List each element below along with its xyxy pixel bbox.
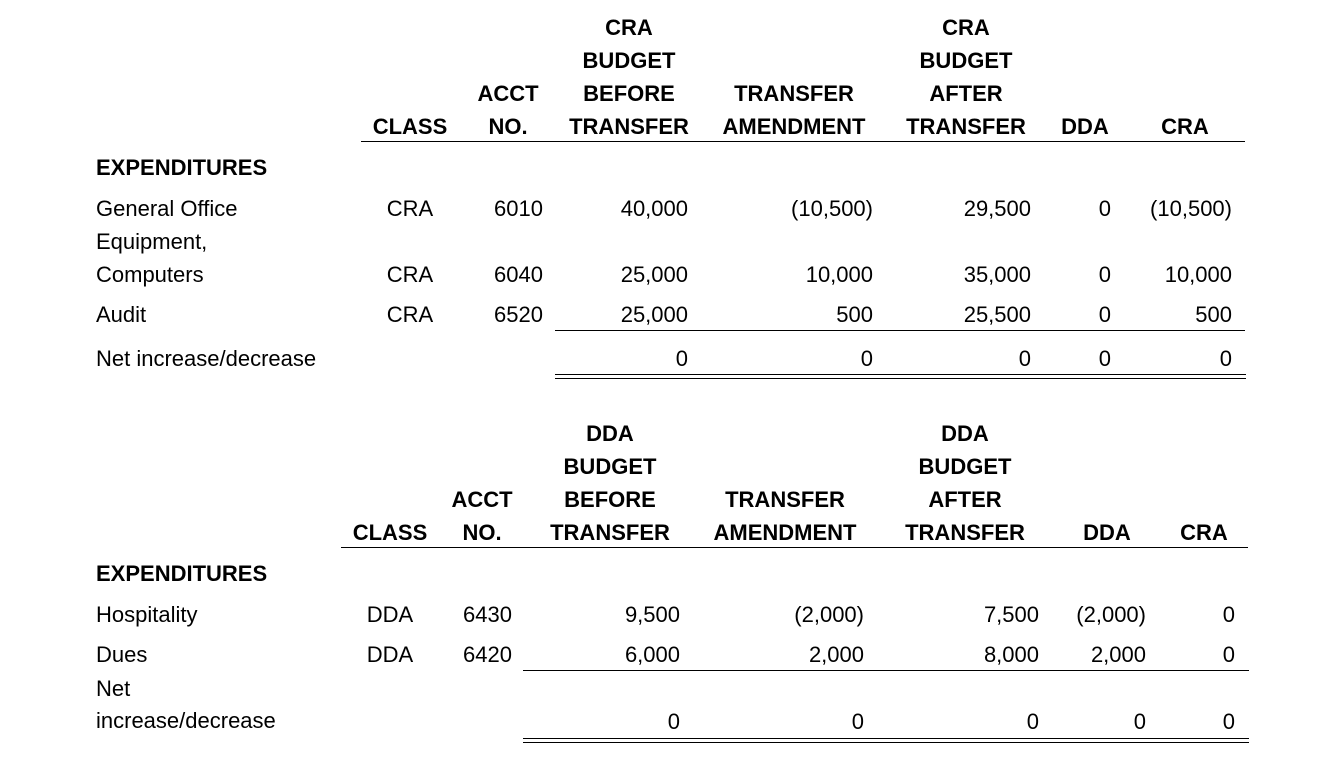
cell-class: CRA (386, 262, 434, 287)
cell-dda: (2,000) (1076, 602, 1146, 627)
cell-class: DDA (366, 642, 414, 667)
cell-dda: 0 (1098, 302, 1111, 327)
section-title: EXPENDITURES (96, 561, 268, 586)
total-cra: 0 (1219, 346, 1232, 371)
cell-cra: 0 (1222, 642, 1235, 667)
subtotal-rule (523, 670, 1249, 671)
cell-cra: (10,500) (1150, 196, 1232, 221)
total-amendment: 0 (851, 709, 864, 734)
header-budget-after: DDA BUDGET AFTER TRANSFER (905, 421, 1025, 545)
cell-after: 29,500 (963, 196, 1031, 221)
cell-before: 25,000 (620, 262, 688, 287)
header-cra: CRA (1180, 520, 1228, 545)
cell-after: 25,500 (963, 302, 1031, 327)
header-transfer-amendment: TRANSFER AMENDMENT (713, 487, 857, 545)
row-label: Computers (96, 262, 204, 287)
header-acct-no: ACCT NO. (477, 81, 539, 139)
header-transfer-amendment: TRANSFER AMENDMENT (722, 81, 866, 139)
total-double-rule (523, 738, 1249, 743)
total-dda: 0 (1133, 709, 1146, 734)
row-label: General Office Equipment, (96, 196, 238, 254)
header-underline (361, 141, 1245, 142)
cell-after: 8,000 (983, 642, 1039, 667)
cell-acct: 6520 (494, 302, 543, 327)
cell-dda: 0 (1098, 262, 1111, 287)
total-amendment: 0 (860, 346, 873, 371)
header-acct-no: ACCT NO. (451, 487, 513, 545)
header-dda: DDA (1083, 520, 1131, 545)
cell-after: 7,500 (983, 602, 1039, 627)
section-title: EXPENDITURES (96, 155, 268, 180)
cell-cra: 500 (1195, 302, 1232, 327)
cell-cra: 10,000 (1164, 262, 1232, 287)
cell-class: CRA (386, 196, 434, 221)
cell-acct: 6010 (494, 196, 543, 221)
cell-acct: 6040 (494, 262, 543, 287)
cell-amendment: 10,000 (805, 262, 873, 287)
header-class: CLASS (352, 520, 428, 545)
total-after: 0 (1026, 709, 1039, 734)
cell-amendment: 2,000 (808, 642, 864, 667)
header-budget-before: CRA BUDGET BEFORE TRANSFER (569, 15, 689, 139)
row-label: Hospitality (96, 602, 198, 627)
total-label: Net increase/decrease (96, 676, 276, 733)
total-dda: 0 (1098, 346, 1111, 371)
cell-before: 25,000 (620, 302, 688, 327)
cell-dda: 2,000 (1090, 642, 1146, 667)
header-budget-before: DDA BUDGET BEFORE TRANSFER (550, 421, 670, 545)
header-class: CLASS (372, 114, 448, 139)
subtotal-rule (555, 330, 1245, 331)
cell-amendment: (10,500) (791, 196, 873, 221)
header-dda: DDA (1061, 114, 1109, 139)
row-label: Dues (96, 642, 148, 667)
header-underline (341, 547, 1248, 548)
total-double-rule (555, 374, 1246, 379)
total-cra: 0 (1222, 709, 1235, 734)
cell-class: CRA (386, 302, 434, 327)
cell-before: 40,000 (620, 196, 688, 221)
header-budget-after: CRA BUDGET AFTER TRANSFER (906, 15, 1026, 139)
cell-acct: 6420 (463, 642, 512, 667)
cell-before: 9,500 (624, 602, 680, 627)
total-label: Net increase/decrease (96, 346, 317, 371)
total-before: 0 (667, 709, 680, 734)
cell-dda: 0 (1098, 196, 1111, 221)
cell-amendment: (2,000) (794, 602, 864, 627)
cell-after: 35,000 (963, 262, 1031, 287)
cell-acct: 6430 (463, 602, 512, 627)
total-after: 0 (1018, 346, 1031, 371)
total-before: 0 (675, 346, 688, 371)
cell-before: 6,000 (624, 642, 680, 667)
cell-class: DDA (366, 602, 414, 627)
cell-cra: 0 (1222, 602, 1235, 627)
cell-amendment: 500 (836, 302, 873, 327)
row-label: Audit (96, 302, 147, 327)
header-cra: CRA (1161, 114, 1209, 139)
